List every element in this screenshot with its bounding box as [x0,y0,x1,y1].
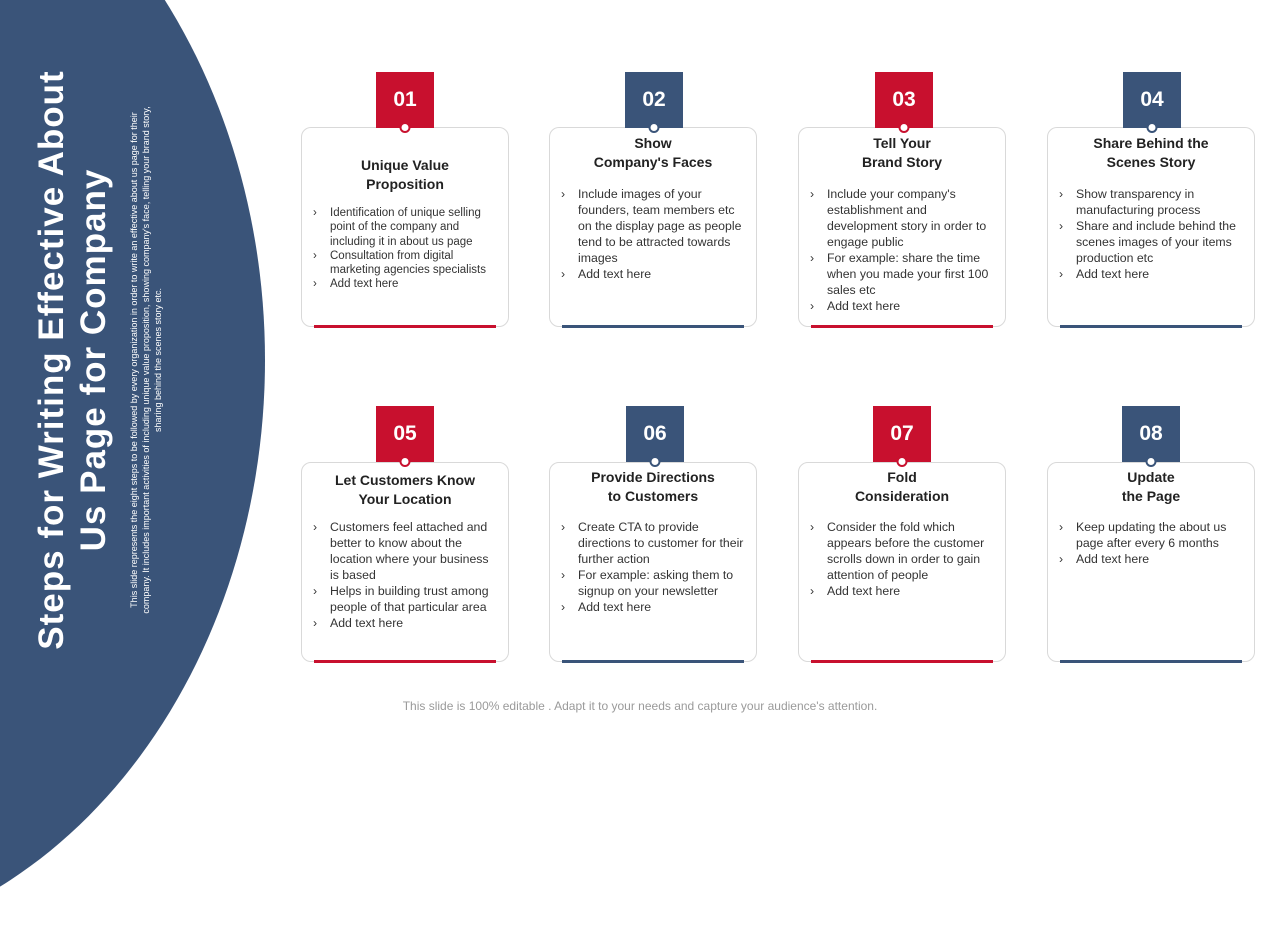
connector-dot [1146,456,1157,467]
step-card-05 [301,462,509,662]
step-card-06 [549,462,757,662]
bullet-item: › Helps in building trust among people of that particular area [310,583,500,615]
step-heading [1056,468,1246,506]
bullet-item: › Add text here [310,615,500,631]
card-accent-bar [562,325,744,328]
connector-dot [400,456,411,467]
card-accent-bar [314,660,496,663]
step-badge-02 [625,72,683,128]
heading-line: Your Location [358,491,452,507]
connector-dot [650,456,661,467]
step-heading [1056,134,1246,172]
bullet-item: › Consider the fold which appears before the customer scrolls down in order to gain attention of people [807,519,997,583]
heading-line: the Page [1121,488,1181,504]
card-accent-bar [562,660,744,663]
bullet-item: › Add text here [558,266,748,282]
step-bullets [558,186,748,282]
step-card-04 [1047,127,1255,327]
heading-line: Unique Value [361,157,449,173]
bullet-item: › For example: asking them to signup on your newsletter [558,567,748,599]
connector-dot [649,122,660,133]
card-accent-bar [314,325,496,328]
step-bullets [1056,186,1246,282]
step-number: 06 [643,422,667,445]
step-number: 05 [393,422,417,445]
bullet-item: › Identification of unique selling point of the company and including it in about us page [310,206,500,249]
bullet-item: › Add text here [310,277,500,291]
bullet-item: › Add text here [807,583,997,599]
card-accent-bar [1060,325,1242,328]
heading-line: Provide Directions [591,469,715,485]
step-badge-03 [875,72,933,128]
step-number: 03 [892,88,916,111]
card-accent-bar [811,325,993,328]
bullet-item: › Include images of your founders, team members etc on the display page as people tend to be attracted towards images [558,186,748,266]
bullet-item: › Include your company's establishment and development story in order to engage public [807,186,997,250]
bullet-item: › Add text here [1056,551,1246,567]
step-heading [558,134,748,172]
heading-line: Proposition [366,176,444,192]
bullet-item: › Add text here [807,298,997,314]
bullet-item: › Add text here [558,599,748,615]
step-badge-08 [1122,406,1180,462]
card-accent-bar [1060,660,1242,663]
step-card-01 [301,127,509,327]
heading-line: Consideration [854,488,950,504]
connector-dot [1147,122,1158,133]
step-bullets [310,519,500,631]
bullet-item: › Consultation from digital marketing agencies specialists [310,249,500,278]
step-badge-05 [376,406,434,462]
step-card-08 [1047,462,1255,662]
heading-line: to Customers [607,488,699,504]
step-badge-06 [626,406,684,462]
step-heading [310,156,500,194]
step-bullets [1056,519,1246,567]
bullet-item: › Keep updating the about us page after every 6 months [1056,519,1246,551]
step-card-07 [798,462,1006,662]
step-number: 07 [890,422,914,445]
card-accent-bar [811,660,993,663]
step-number: 08 [1139,422,1163,445]
description-container [122,100,170,620]
heading-line: Scenes Story [1106,154,1196,170]
step-bullets [558,519,748,615]
bullet-item: › For example: share the time when you made your first 100 sales etc [807,250,997,298]
bullet-item: › Share and include behind the scenes images of your items production etc [1056,218,1246,266]
step-card-03 [798,127,1006,327]
step-badge-04 [1123,72,1181,128]
bullet-item: › Customers feel attached and better to know about the location where your business is based [310,519,500,583]
step-bullets [807,519,997,599]
step-heading [558,468,748,506]
slide-description: This slide represents the eight steps to be followed by every organization in order to write an effective about us page for their company. It includes important activities of including unique value proposition, showing company's face, telling your brand story, sharing behind the scenes story etc. [129,106,163,614]
step-number: 01 [393,88,417,111]
heading-line: Brand Story [861,154,943,170]
step-heading [807,468,997,506]
connector-dot [897,456,908,467]
heading-line: Show [634,135,672,151]
connector-dot [400,122,411,133]
heading-line: Fold [887,469,917,485]
step-number: 02 [642,88,666,111]
step-bullets [807,186,997,314]
heading-line: Share Behind the [1093,135,1209,151]
step-card-02 [549,127,757,327]
slide-title: Steps for Writing Effective About Us Page for Company [31,70,113,650]
footer-note: This slide is 100% editable . Adapt it to your needs and capture your audience's attention. [402,699,878,713]
title-container [20,55,125,665]
bullet-item: › Show transparency in manufacturing process [1056,186,1246,218]
heading-line: Update [1127,469,1175,485]
step-heading [310,471,500,509]
bullet-item: › Create CTA to provide directions to customer for their further action [558,519,748,567]
bullet-item: › Add text here [1056,266,1246,282]
heading-line: Company's Faces [593,154,713,170]
step-badge-07 [873,406,931,462]
heading-line: Tell Your [873,135,931,151]
step-badge-01 [376,72,434,128]
step-number: 04 [1140,88,1164,111]
step-heading [807,134,997,172]
heading-line: Let Customers Know [334,472,475,488]
step-bullets [310,206,500,292]
connector-dot [899,122,910,133]
